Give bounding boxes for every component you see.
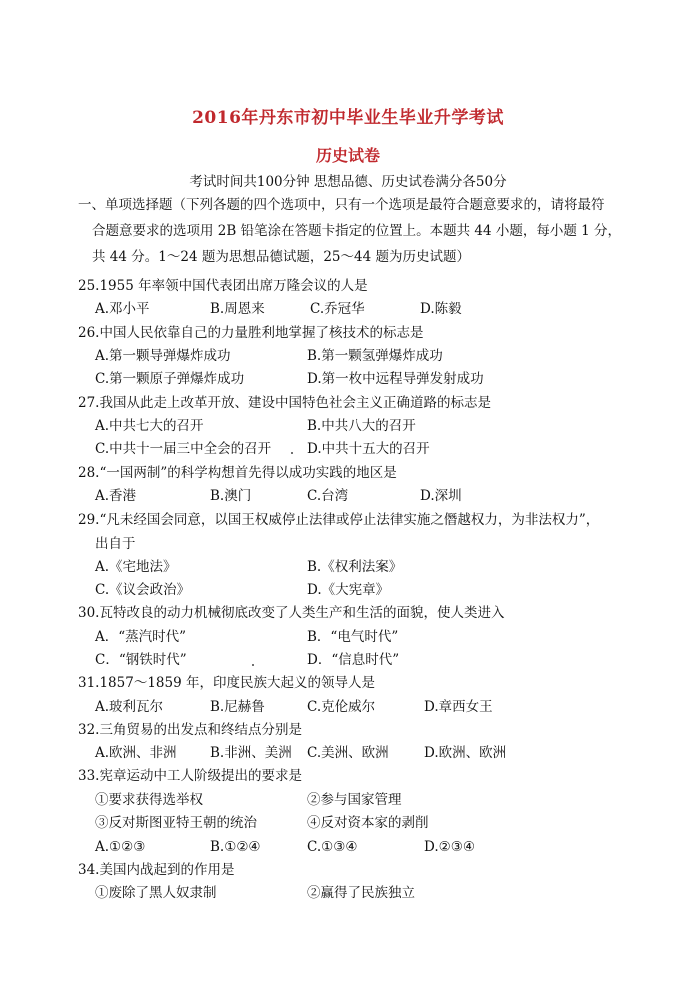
q30-option-a: A．“蒸汽时代”	[95, 629, 187, 645]
question-29-continuation: 出自于	[95, 536, 136, 552]
question-28: 28.“一国两制”的科学构想首先得以成功实践的地区是	[78, 465, 397, 481]
q25-option-c: C.乔冠华	[310, 301, 365, 317]
question-32: 32.三角贸易的出发点和终结点分别是	[78, 722, 302, 738]
question-33: 33.宪章运动中工人阶级提出的要求是	[78, 768, 302, 784]
q31-option-b: B.尼赫鲁	[210, 699, 265, 715]
q27-option-d: D.中共十五大的召开	[307, 441, 430, 457]
page-subtitle: 历史试卷	[315, 146, 380, 165]
q29-option-d: D.《大宪章》	[307, 582, 390, 598]
q25-option-a: A.邓小平	[95, 301, 150, 317]
section-instruction-line-3: 共 44 分。1～24 题为思想品德试题，25～44 题为历史试题）	[92, 249, 470, 265]
q29-option-b: B.《权利法案》	[307, 559, 403, 575]
question-25: 25.1955 年率领中国代表团出席万隆会议的人是	[78, 278, 368, 294]
q32-option-c: C.美洲、欧洲	[307, 745, 389, 761]
q28-option-d: D.深圳	[420, 488, 462, 504]
q28-option-c: C.台湾	[307, 488, 349, 504]
stray-mark	[291, 452, 293, 454]
q33-option-b: B.①②④	[210, 839, 261, 855]
section-instruction-line-2: 合题意要求的选项用 2B 铅笔涂在答题卡指定的位置上。本题共 44 小题，每小题 1 分，	[92, 223, 622, 239]
q33-item-4: ④反对资本家的剥削	[307, 815, 429, 831]
q32-option-a: A.欧洲、非洲	[95, 745, 177, 761]
q33-item-3: ③反对斯图亚特王朝的统治	[95, 815, 257, 831]
q31-option-d: D.章西女王	[424, 699, 493, 715]
q26-option-b: B.第一颗氢弹爆炸成功	[307, 348, 443, 364]
question-26: 26.中国人民依靠自己的力量胜利地掌握了核技术的标志是	[78, 325, 424, 341]
section-instruction-line-1: 一、单项选择题（下列各题的四个选项中，只有一个选项是最符合题意要求的，请将最符	[78, 197, 605, 213]
q30-option-c: C．“钢铁时代”	[95, 652, 187, 668]
question-29: 29.“凡未经国会同意，以国王权威停止法律或停止法律实施之僭越权力，为非法权力”，	[78, 512, 600, 528]
q34-item-1: ①废除了黑人奴隶制	[95, 885, 217, 901]
q28-option-a: A.香港	[95, 488, 137, 504]
stray-mark-2	[252, 664, 254, 666]
page-title: 2016年丹东市初中毕业生毕业升学考试	[192, 108, 504, 128]
q26-option-c: C.第一颗原子弹爆炸成功	[95, 371, 245, 387]
question-34: 34.美国内战起到的作用是	[78, 862, 235, 878]
q27-option-c: C.中共十一届三中全会的召开	[95, 441, 272, 457]
q27-option-a: A.中共七大的召开	[95, 418, 204, 434]
q33-item-2: ②参与国家管理	[307, 792, 402, 808]
q30-option-d: D．“信息时代”	[307, 652, 400, 668]
q26-option-d: D.第一枚中远程导弹发射成功	[307, 371, 484, 387]
question-30: 30.瓦特改良的动力机械彻底改变了人类生产和生活的面貌，使人类进入	[78, 605, 505, 621]
q34-item-2: ②赢得了民族独立	[307, 885, 415, 901]
q32-option-b: B.非洲、美洲	[210, 745, 292, 761]
q33-option-a: A.①②③	[95, 839, 146, 855]
q28-option-b: B.澳门	[210, 488, 252, 504]
q26-option-a: A.第一颗导弹爆炸成功	[95, 348, 231, 364]
q31-option-a: A.玻利瓦尔	[95, 699, 164, 715]
q29-option-c: C.《议会政治》	[95, 582, 191, 598]
question-31: 31.1857～1859 年，印度民族大起义的领导人是	[78, 675, 375, 691]
question-27: 27.我国从此走上改革开放、建设中国特色社会主义正确道路的标志是	[78, 395, 491, 411]
q25-option-b: B.周恩来	[210, 301, 265, 317]
q30-option-b: B．“电气时代”	[307, 629, 399, 645]
q32-option-d: D.欧洲、欧洲	[424, 745, 507, 761]
q27-option-b: B.中共八大的召开	[307, 418, 416, 434]
exam-info: 考试时间共100分钟 思想品德、历史试卷满分各50分	[189, 174, 507, 190]
q33-option-c: C.①③④	[307, 839, 358, 855]
q33-option-d: D.②③④	[424, 839, 475, 855]
q33-item-1: ①要求获得选举权	[95, 792, 203, 808]
q29-option-a: A.《宅地法》	[95, 559, 177, 575]
q31-option-c: C.克伦威尔	[307, 699, 376, 715]
q25-option-d: D.陈毅	[420, 301, 462, 317]
